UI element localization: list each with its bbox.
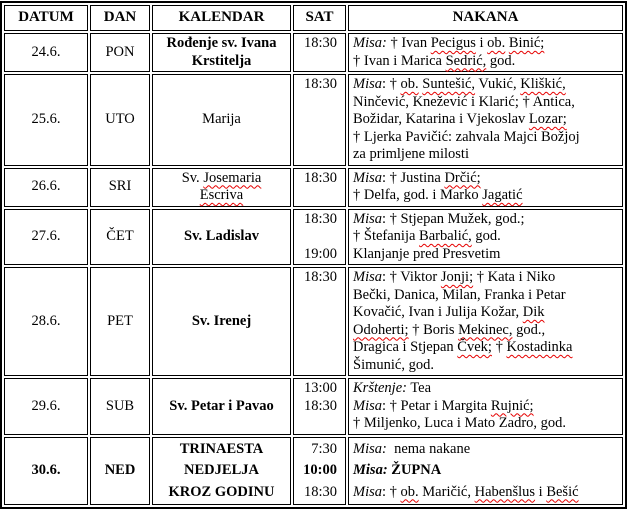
misspelled-word: Kliškić, [520, 76, 566, 92]
text-segment: Vukić, [475, 76, 521, 92]
cell-sat [293, 74, 346, 166]
text-segment: Maričić, [418, 483, 475, 500]
text-segment: † Ljerka Pavičić: zahvala Majci Božjoj [353, 128, 580, 145]
cell-datum [4, 437, 88, 506]
text-line [353, 357, 620, 375]
misspelled-word: Lozar; [528, 111, 567, 127]
text-segment: 19:00 [303, 245, 337, 262]
text-segment: Misa [353, 397, 382, 414]
column-header-kalendar: KALENDAR [152, 5, 291, 31]
misspelled-word: Čvek; [457, 339, 492, 355]
table-row [4, 267, 623, 376]
cell-nakana [348, 378, 623, 435]
text-line [153, 482, 290, 504]
text-segment: 25.6. [31, 111, 61, 127]
text-segment: PET [107, 312, 133, 329]
text-line [153, 35, 290, 53]
cell-sat [293, 267, 346, 376]
text-line [153, 398, 290, 416]
text-line [294, 460, 337, 482]
cell-kalendar [152, 437, 291, 506]
table-header-row [4, 5, 623, 31]
text-line [353, 439, 620, 461]
text-line [153, 170, 290, 188]
cell-nakana [348, 168, 623, 207]
table-row [4, 437, 623, 506]
text-segment: : † [382, 76, 401, 92]
text-segment: ŽUPNA [391, 462, 442, 478]
text-segment: 28.6. [31, 312, 61, 329]
cell-nakana [348, 33, 623, 72]
text-segment: Šimunić, god. [353, 356, 434, 373]
cell-sat [293, 209, 346, 266]
text-line [294, 398, 337, 416]
text-segment: Marija [202, 111, 241, 127]
table-row [4, 209, 623, 266]
text-line [353, 187, 620, 205]
cell-sat [293, 168, 346, 207]
misspelled-word: Pecigus [430, 35, 476, 51]
text-segment: Misa [353, 483, 382, 500]
text-line [91, 228, 149, 246]
text-segment: Misa: [353, 35, 387, 51]
misspelled-word: Bešić [546, 483, 579, 500]
text-line [353, 482, 620, 504]
text-line [353, 211, 620, 229]
column-header-dan: DAN [90, 5, 150, 31]
cell-datum [4, 209, 88, 266]
text-line [294, 380, 337, 398]
text-segment: Krstitelja [191, 52, 252, 69]
text-segment: Bečki, Danica, Milan, Franka i Petar [353, 286, 566, 303]
text-segment: 7:30 [311, 440, 337, 457]
text-line [353, 170, 620, 188]
text-line [294, 170, 337, 188]
misspelled-word: ob. [400, 76, 419, 92]
misspelled-word: Rujnić; [490, 397, 534, 414]
text-line [5, 228, 87, 246]
text-segment: UTO [105, 111, 135, 127]
text-line [153, 313, 290, 331]
text-line [353, 415, 620, 433]
text-segment: NED [104, 462, 136, 478]
text-segment: Misa [353, 210, 382, 227]
text-segment: 18:30 [303, 397, 337, 414]
text-line [91, 460, 149, 482]
misspelled-word: Odoherti; [353, 321, 409, 338]
text-line [153, 111, 290, 129]
misspelled-word: Jonji; [440, 269, 474, 285]
misspelled-word: Mekinec, [458, 321, 513, 338]
text-line [353, 53, 620, 71]
text-segment: i [535, 483, 547, 500]
cell-kalendar [152, 209, 291, 266]
text-segment: 24.6. [31, 43, 61, 60]
text-line [353, 287, 620, 305]
text-segment: Misa: [353, 462, 388, 478]
text-segment: Misa [353, 269, 382, 285]
cell-kalendar [152, 168, 291, 207]
text-line [353, 304, 620, 322]
text-segment: † Ivan [386, 35, 431, 51]
text-line [294, 439, 337, 461]
text-segment: nema nakane [386, 440, 471, 457]
text-line [91, 178, 149, 196]
cell-kalendar [152, 33, 291, 72]
text-line [294, 35, 337, 53]
text-segment: Rođenje sv. Ivana [166, 35, 277, 51]
cell-nakana [348, 267, 623, 376]
cell-nakana [348, 74, 623, 166]
misspelled-word: Escriva [199, 187, 244, 203]
text-line [353, 322, 620, 340]
text-segment: TRINAESTA [179, 440, 264, 457]
misspelled-word: Binić; [508, 35, 545, 51]
text-segment: KROZ GODINU [168, 483, 275, 500]
column-header-sat: SAT [293, 5, 346, 31]
text-line [353, 269, 620, 287]
text-segment: 26.6. [31, 178, 61, 195]
text-line [353, 246, 620, 264]
cell-sat [293, 437, 346, 506]
text-segment: 18:30 [303, 76, 337, 92]
text-segment: Klanjanje pred Presvetim [353, 245, 501, 262]
text-segment: 18:30 [303, 269, 337, 285]
text-segment: 30.6. [31, 462, 61, 478]
text-segment: god., [512, 321, 546, 338]
text-line [294, 246, 337, 264]
cell-kalendar [152, 267, 291, 376]
cell-sat [293, 33, 346, 72]
cell-kalendar [152, 74, 291, 166]
cell-datum [4, 378, 88, 435]
column-header-nakana: NAKANA [348, 5, 623, 31]
text-segment: Sv. [181, 169, 204, 186]
text-segment: † Ivan i Marica [353, 52, 446, 69]
text-line [353, 35, 620, 53]
text-segment: Sv. Irenej [191, 312, 252, 329]
text-segment: Ninčević, Knežević i Klarić; † Antica, [353, 93, 575, 110]
text-line [5, 111, 87, 129]
table-row [4, 74, 623, 166]
text-segment: 27.6. [31, 228, 61, 244]
text-line [353, 76, 620, 94]
text-line [153, 187, 290, 205]
misspelled-word: Dik [522, 304, 545, 320]
misspelled-word: Kostadinka [506, 339, 573, 355]
text-segment: Misa: [353, 440, 387, 457]
misspelled-word: Sedrić, [445, 52, 487, 69]
text-line [353, 228, 620, 246]
text-segment: SRI [108, 178, 132, 195]
cell-dan [90, 378, 150, 435]
text-line [5, 44, 87, 62]
misspelled-word: Josemaria [203, 169, 262, 186]
text-segment: 18:30 [303, 35, 337, 51]
text-line [294, 228, 337, 246]
text-line [5, 313, 87, 331]
text-segment: ČET [106, 228, 134, 244]
text-segment: Misa [353, 169, 382, 186]
text-segment: Krštenje: [353, 380, 407, 396]
text-line [353, 94, 620, 112]
text-segment: Božidar, Katarina i Vjekoslav [353, 111, 529, 127]
cell-dan [90, 74, 150, 166]
text-line [153, 460, 290, 482]
text-line [294, 269, 337, 287]
text-segment: i [475, 35, 488, 51]
misspelled-word: Drčić; [444, 169, 481, 186]
text-segment: : † [382, 483, 401, 500]
text-segment: NEDJELJA [184, 462, 259, 478]
text-line [153, 53, 290, 71]
text-segment: Dragica i Stjepan [353, 339, 458, 355]
text-line [5, 398, 87, 416]
text-segment: † Štefanija [353, 228, 420, 244]
text-line [153, 439, 290, 461]
text-line [91, 44, 149, 62]
text-line [91, 111, 149, 129]
text-segment: Sv. Petar i Pavao [169, 397, 274, 414]
text-line [91, 398, 149, 416]
text-line [294, 482, 337, 504]
cell-nakana [348, 437, 623, 506]
text-line [353, 146, 620, 164]
misspelled-word: Habenšlus [474, 483, 536, 500]
text-segment: 18:30 [303, 483, 337, 500]
text-line [353, 460, 620, 482]
text-line [294, 76, 337, 94]
text-segment: 10:00 [303, 462, 337, 478]
text-line [5, 460, 87, 482]
table-row [4, 378, 623, 435]
text-segment: : † Justina [382, 169, 445, 186]
cell-nakana [348, 209, 623, 266]
text-segment: god. [486, 52, 516, 69]
text-line [5, 178, 87, 196]
text-segment: 18:30 [303, 169, 337, 186]
text-line [353, 129, 620, 147]
text-segment: † [491, 339, 507, 355]
text-segment: za primljene milosti [353, 146, 469, 162]
text-segment: 18:30 [303, 210, 337, 227]
cell-dan [90, 267, 150, 376]
text-segment: † Boris [408, 321, 459, 338]
cell-dan [90, 168, 150, 207]
mass-intentions-schedule-table [0, 1, 627, 509]
text-segment: PON [105, 43, 135, 60]
text-line [353, 380, 620, 398]
text-segment: SUB [105, 397, 135, 414]
cell-datum [4, 33, 88, 72]
text-segment: Kovačić, Ivan i Julija Kožar, [353, 304, 523, 320]
misspelled-word: Suntešić, [422, 76, 476, 92]
text-segment: 13:00 [303, 380, 337, 396]
text-segment: Tea [406, 380, 432, 396]
cell-sat [293, 378, 346, 435]
column-header-datum: DATUM [4, 5, 88, 31]
text-segment: : † Viktor [382, 269, 441, 285]
cell-dan [90, 33, 150, 72]
text-segment: Misa [353, 76, 382, 92]
text-segment: : † Petar i Margita [382, 397, 491, 414]
misspelled-word: Jagatić [482, 187, 523, 203]
cell-datum [4, 267, 88, 376]
misspelled-word: ob. [400, 483, 419, 500]
table-row [4, 33, 623, 72]
text-line [353, 398, 620, 416]
text-segment: † Delfa, god. i Marko [353, 187, 483, 203]
cell-datum [4, 168, 88, 207]
cell-dan [90, 437, 150, 506]
misspelled-word: ob. [487, 35, 506, 51]
text-line [353, 339, 620, 357]
text-segment: † Kata i Niko [473, 269, 556, 285]
text-line [153, 228, 290, 246]
cell-datum [4, 74, 88, 166]
text-segment: : † Stjepan Mužek, god.; [382, 210, 525, 227]
text-line [353, 111, 620, 129]
text-line [91, 313, 149, 331]
text-line [294, 211, 337, 229]
cell-dan [90, 209, 150, 266]
misspelled-word: Barbalić, [419, 228, 472, 244]
text-segment: god. [471, 228, 501, 244]
table-row [4, 168, 623, 207]
cell-kalendar [152, 378, 291, 435]
text-segment: † Miljenko, Luca i Mato Zadro, god. [353, 415, 567, 431]
text-segment: 29.6. [31, 397, 61, 414]
text-segment: Sv. Ladislav [184, 228, 259, 244]
